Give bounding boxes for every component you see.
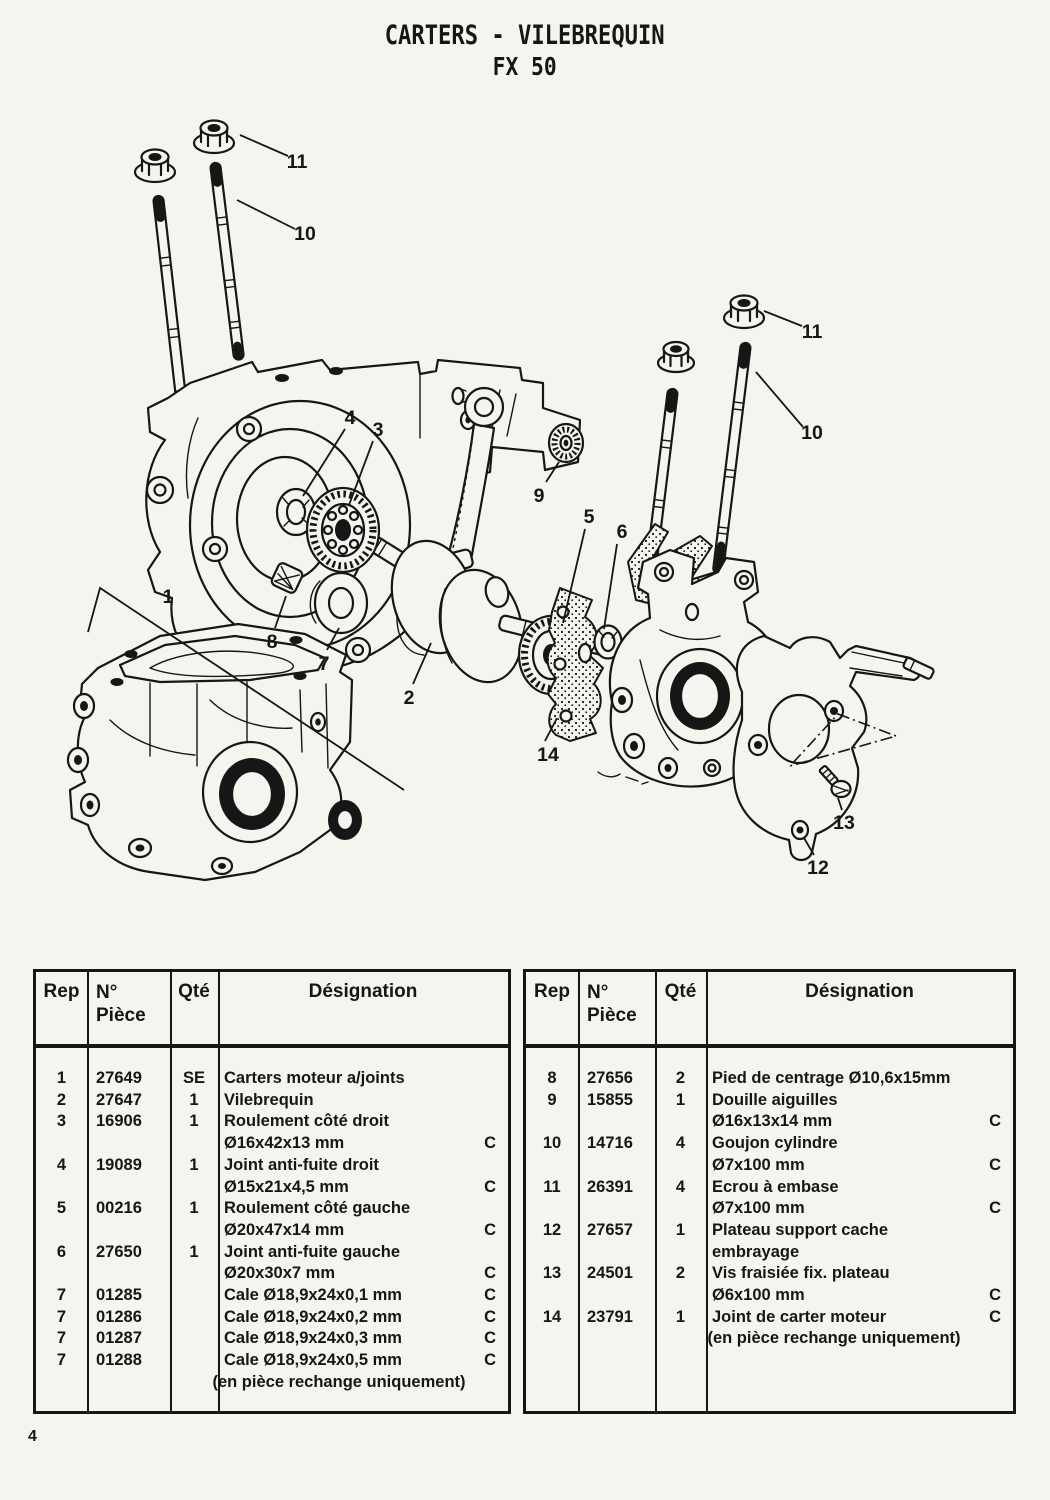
designation-cell: Ø20x30x7 mm C [218, 1263, 508, 1285]
callout-label: 11 [286, 151, 308, 173]
table-cell: 1 [189, 1090, 199, 1109]
table-cell [36, 1263, 87, 1285]
designation-cell: Ø20x47x14 mm C [218, 1220, 508, 1242]
designation-cell: Ecrou à embase [712, 1177, 839, 1196]
table-cell: 01285 [96, 1286, 142, 1305]
designation-cell: Plateau support cache [712, 1220, 889, 1239]
page-number: 4 [28, 1428, 37, 1445]
callout-label: 4 [344, 407, 356, 429]
table-header [526, 972, 1013, 1048]
leader-line [604, 544, 617, 629]
table-cell: 16906 [96, 1112, 142, 1131]
table-cell [526, 1155, 578, 1177]
flange-nut [135, 150, 175, 183]
table-cell [36, 1220, 87, 1242]
crankcase-gasket [548, 588, 603, 741]
leader-line [237, 200, 295, 229]
table-cell [87, 1133, 170, 1155]
needle-bushing [549, 424, 583, 462]
table-cell: 1 [189, 1199, 199, 1218]
table-cell [87, 1220, 170, 1242]
interchange-mark: C [484, 1329, 496, 1348]
leader-line [756, 372, 803, 427]
title-line2: FX 50 [493, 52, 557, 81]
table-cell: 23791 [587, 1307, 633, 1326]
table-row [36, 1090, 508, 1112]
table-cell [170, 1263, 218, 1285]
callout-label: 5 [583, 506, 595, 528]
table-cell: 2 [56, 1090, 67, 1109]
designation-cell: Cale Ø18,9x24x0,1 mm C [218, 1285, 508, 1307]
designation-cell: embrayage [712, 1242, 800, 1261]
table-cell [87, 1263, 170, 1285]
table-cell [655, 1155, 706, 1177]
table-cell [170, 1220, 218, 1242]
table-cell: 4 [675, 1134, 686, 1153]
callout-label: 1 [162, 586, 174, 608]
table-row [36, 1111, 508, 1133]
table-row [526, 1155, 1013, 1177]
table-cell: 4 [56, 1155, 67, 1174]
table-cell [578, 1198, 655, 1220]
flange-nut [194, 121, 234, 154]
table-cell [526, 1111, 578, 1133]
table-row [526, 1263, 1013, 1285]
callout-label: 14 [537, 744, 559, 766]
interchange-mark: C [484, 1134, 496, 1153]
designation-cell: Vis fraisiée fix. plateau [712, 1264, 890, 1283]
table-row [526, 1220, 1013, 1242]
designation-cell: Cale Ø18,9x24x0,3 mm C [218, 1328, 508, 1350]
callout-label: 8 [266, 631, 278, 653]
table-cell: 7 [56, 1351, 67, 1370]
table-header [36, 972, 508, 1048]
designation-cell: Ø16x42x13 mm C [218, 1133, 508, 1155]
table-cell: 11 [543, 1177, 561, 1196]
table-footer-row [36, 1372, 508, 1394]
table-cell: 27650 [96, 1242, 142, 1261]
ball-bearing-right [307, 488, 379, 572]
table-cell: 00216 [96, 1199, 142, 1218]
table-row [36, 1263, 508, 1285]
callout-label: 7 [318, 653, 330, 675]
table-cell [170, 1285, 218, 1307]
flange-nut [724, 296, 764, 329]
callout-label: 6 [616, 521, 628, 543]
table-cell [87, 1177, 170, 1199]
designation-cell: Joint de carter moteur C [706, 1307, 1013, 1329]
table-row [36, 1177, 508, 1199]
table-row [526, 1242, 1013, 1264]
interchange-mark: C [989, 1286, 1001, 1305]
table-cell: 01286 [96, 1307, 142, 1326]
table-cell: 13 [542, 1264, 562, 1283]
table-row [36, 1198, 508, 1220]
designation-cell: Ø7x100 mm C [706, 1155, 1013, 1177]
table-cell [526, 1242, 578, 1264]
leader-line [240, 135, 288, 156]
table-cell [36, 1177, 87, 1199]
table-cell: 27657 [587, 1220, 633, 1239]
table-cell: 01288 [96, 1351, 142, 1370]
designation-cell: Joint anti-fuite gauche [224, 1242, 401, 1261]
table-cell [655, 1242, 706, 1264]
table-row [526, 1090, 1013, 1112]
designation-cell: Ø7x100 mm C [706, 1198, 1013, 1220]
table-cell [170, 1350, 218, 1372]
table-cell [655, 1198, 706, 1220]
header-rep: Rep [534, 981, 570, 1002]
designation-cell: Ø15x21x4,5 mm C [218, 1177, 508, 1199]
table-cell: 27656 [587, 1069, 633, 1087]
designation-cell: Douille aiguilles [712, 1090, 838, 1109]
designation-cell: Pied de centrage Ø10,6x15mm [712, 1069, 951, 1087]
interchange-mark: C [484, 1351, 496, 1370]
table-cell: 2 [675, 1069, 686, 1087]
table-cell: 6 [56, 1242, 67, 1261]
header-piece: N° Pièce [96, 982, 146, 1026]
title-line1: CARTERS - VILEBREQUIN [385, 20, 665, 51]
callout-label: 10 [801, 422, 823, 444]
header-designation: Désignation [805, 981, 914, 1002]
table-cell: 1 [189, 1112, 199, 1131]
table-cell: 2 [675, 1264, 686, 1283]
designation-cell: Ø6x100 mm C [706, 1285, 1013, 1307]
table-cell: 19089 [96, 1155, 142, 1174]
table-row [526, 1307, 1013, 1329]
table-cell: 7 [56, 1307, 67, 1326]
designation-cell: Joint anti-fuite droit [224, 1155, 379, 1174]
table-row [36, 1155, 508, 1177]
table-row [36, 1133, 508, 1155]
header-piece: N° Pièce [587, 982, 637, 1026]
table-row [526, 1133, 1013, 1155]
table-cell [578, 1111, 655, 1133]
table-row [526, 1198, 1013, 1220]
parts-table-left [33, 969, 511, 1414]
designation-cell: Cale Ø18,9x24x0,2 mm C [218, 1307, 508, 1329]
table-cell: 24501 [587, 1264, 633, 1283]
header-rep: Rep [43, 981, 80, 1002]
callout-label: 10 [294, 223, 316, 245]
table-cell: 12 [542, 1220, 562, 1239]
interchange-mark: C [484, 1307, 496, 1326]
table-cell: 4 [675, 1177, 686, 1196]
table-row [36, 1242, 508, 1264]
table-row [36, 1350, 508, 1372]
interchange-mark: C [989, 1199, 1001, 1218]
table-row [526, 1111, 1013, 1133]
interchange-mark: C [989, 1155, 1001, 1174]
leader-line [764, 311, 802, 326]
table-row [36, 1068, 508, 1090]
table-row [526, 1285, 1013, 1307]
cylinder-stud [713, 342, 751, 573]
table-cell: 1 [675, 1307, 686, 1326]
table-cell [655, 1111, 706, 1133]
table-row [36, 1220, 508, 1242]
callout-label: 11 [801, 321, 823, 343]
interchange-mark: C [484, 1220, 496, 1239]
table-cell: 27647 [96, 1090, 142, 1109]
header-qty: Qté [664, 981, 697, 1002]
table-cell [170, 1307, 218, 1329]
table-row [526, 1177, 1013, 1199]
table-cell [170, 1133, 218, 1155]
cylinder-stud [210, 162, 244, 360]
table-cell: 26391 [587, 1177, 633, 1196]
table-body [36, 1048, 508, 1411]
table-cell: 1 [675, 1220, 686, 1239]
designation-cell: Roulement côté droit [224, 1112, 390, 1131]
table-cell [578, 1242, 655, 1264]
designation-cell: Vilebrequin [224, 1090, 314, 1109]
table-footer-note: (en pièce rechange uniquement) [707, 1329, 961, 1348]
table-cell: 8 [547, 1069, 557, 1087]
designation-cell: Carters moteur a/joints [224, 1069, 405, 1087]
table-cell: 1 [189, 1242, 199, 1261]
table-cell: 1 [189, 1155, 199, 1174]
table-cell: SE [182, 1069, 205, 1087]
table-cell: 7 [56, 1286, 67, 1305]
table-cell: 15855 [587, 1090, 633, 1109]
interchange-mark: C [484, 1286, 496, 1305]
interchange-mark: C [989, 1307, 1001, 1326]
callout-label: 12 [807, 857, 829, 879]
parts-table-right [523, 969, 1016, 1414]
table-cell [170, 1177, 218, 1199]
interchange-mark: C [989, 1112, 1001, 1131]
table-cell: 3 [56, 1112, 67, 1131]
designation-cell: Goujon cylindre [712, 1134, 838, 1153]
callout-label: 9 [533, 485, 545, 507]
table-cell: 10 [542, 1134, 562, 1153]
callout-label: 2 [403, 687, 415, 709]
table-cell: 27649 [96, 1069, 142, 1087]
table-cell [578, 1285, 655, 1307]
table-cell: 14 [542, 1307, 562, 1326]
flange-nut [658, 342, 694, 372]
table-cell: 9 [547, 1090, 557, 1109]
callout-label: 13 [833, 812, 855, 834]
table-cell [170, 1328, 218, 1350]
table-cell [578, 1155, 655, 1177]
table-cell [36, 1133, 87, 1155]
table-cell: 1 [56, 1069, 67, 1087]
table-footer-row [526, 1328, 1013, 1350]
header-designation: Désignation [308, 981, 418, 1002]
table-cell: 14716 [587, 1134, 633, 1153]
designation-cell: Roulement côté gauche [224, 1199, 411, 1218]
table-cell [655, 1285, 706, 1307]
table-row [36, 1285, 508, 1307]
table-row [36, 1307, 508, 1329]
table-cell [526, 1285, 578, 1307]
table-cell [526, 1198, 578, 1220]
table-cell: 7 [56, 1329, 67, 1348]
interchange-mark: C [484, 1177, 496, 1196]
table-cell: 5 [56, 1199, 67, 1218]
interchange-mark: C [484, 1264, 496, 1283]
table-body [526, 1048, 1013, 1411]
table-row [526, 1068, 1013, 1090]
table-cell: 01287 [96, 1329, 142, 1348]
callout-label: 3 [372, 419, 384, 441]
table-row [36, 1328, 508, 1350]
header-qty: Qté [178, 981, 210, 1002]
designation-cell: Ø16x13x14 mm C [706, 1111, 1013, 1133]
table-footer-note: (en pièce rechange uniquement) [212, 1372, 466, 1391]
designation-cell: Cale Ø18,9x24x0,5 mm C [218, 1350, 508, 1372]
shaft-spacer [579, 644, 591, 662]
table-cell: 1 [675, 1090, 686, 1109]
